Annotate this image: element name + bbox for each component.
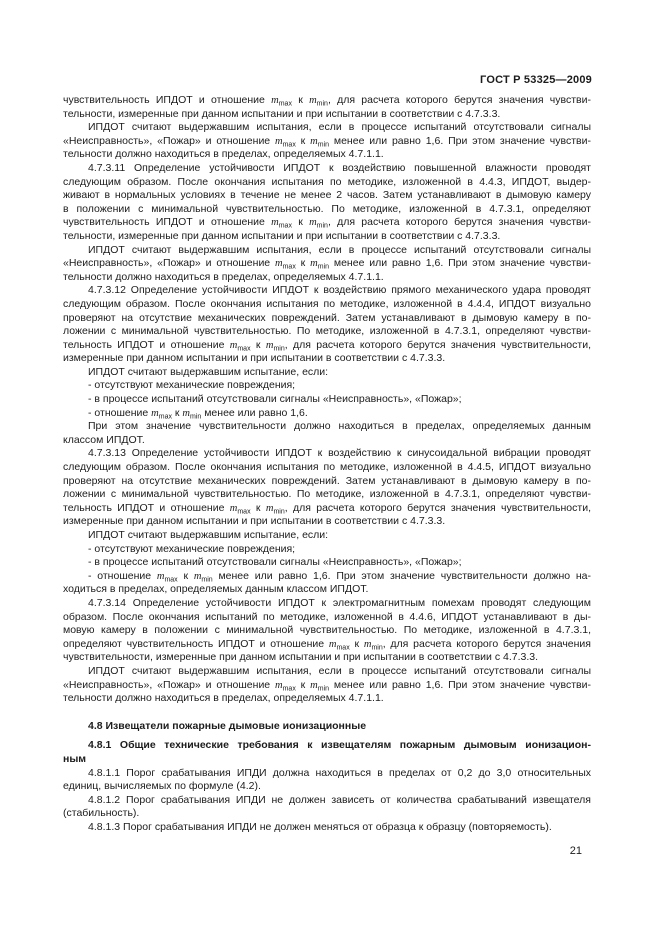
text-line: ИПДОТ считают выдержавшим испытание, если: [88,529,329,541]
paragraph [63,94,591,121]
text-line: чувствительность ИПДОТ и отношение $m_{max}$ к $m_{min}$, для расчета которого берутся значения чувстви- [63,216,591,230]
text-line: 4.8 Извещатели пожарные дымовые ионизационные [88,719,367,732]
text-line: - в процессе испытаний отсутствовали сигналы «Неисправность», «Пожар»; [88,393,462,406]
paragraph [63,366,591,380]
text-line: ИПДОТ считают выдержавшим испытания, если в процессе испытаний отсутствовали сигналы [88,243,591,256]
paragraph [63,393,591,407]
subscript: max [164,576,178,584]
text-line: тельность ИПДОТ и отношение $m_{max}$ к $m_{min}$, для расчета которого берутся значения чувствительности, [63,338,591,353]
text-line: «Неисправность», «Пожар» и отношение $m_{max}$ к $m_{min}$ менее или равно 1,6. При этом значение чувстви- [63,678,591,693]
subscript: min [317,263,330,271]
text-line: 4.7.3.14 Определение устойчивости ИПДОТ к электромагнитным помехам проводят следующим [88,596,591,609]
text-line: тельности должно находиться в пределах, определяемых 4.7.1.1. [63,148,384,161]
text-line: «Неисправность», «Пожар» и отношение $m_{max}$ к $m_{min}$ менее или равно 1,6. При этом значение чувстви- [63,134,591,149]
text-line: (стабильность). [63,807,140,820]
text-line: 4.7.3.13 Определение устойчивости ИПДОТ к воздействию к синусоидальной вибрации проводят [88,447,591,460]
text-line: ложении с минимальной чувствительностью. По методике, изложенной в 4.7.3.1, определяют чувстви- [63,488,591,501]
paragraph [63,529,591,543]
paragraph [63,407,591,421]
subscript: max [282,263,296,271]
text-line: ным [63,752,87,765]
text-line: следующим образом. После окончания испытания по методике, изложенной в 4.4.5, ИПДОТ визуально [63,461,591,474]
subscript: min [371,644,383,652]
text-line: ходиться в пределах, определяемых данным классом ИПДОТ. [63,583,369,596]
text-line: мовую камеру в положении с минимальной чувствительностью. По методике, изложенной в 4.7.3.1, [63,624,591,637]
variable-m: m [229,339,238,351]
variable-m: m [265,339,274,351]
text-line: живают в нормальных условиях в течение не менее 2 часов. Затем устанавливают в дымовую камеру [63,189,591,202]
paragraph [63,767,591,794]
subscript: min [317,685,330,693]
text-line: измеренные при данном испытании и при испытании в соответствии с 4.7.3.3. [63,352,446,365]
text-line: тельности должно находиться в пределах, определяемых 4.7.1.1. [63,692,384,705]
variable-m: m [309,95,317,106]
subscript: min [273,508,285,516]
paragraph [63,543,591,557]
subscript: max [237,345,251,353]
text-line: ИПДОТ считают выдержавшим испытания, если в процессе испытаний отсутствовали сигналы [88,664,591,677]
text-line: чувствительности, измеренные при данном испытании и при испытании в соответствии с 4.7.3.3. [63,651,539,664]
subscript: min [316,100,328,108]
text-line: тельности должно находиться в пределах, определяемых 4.7.1.1. [63,270,384,283]
text-line: - отсутствуют механические повреждения; [88,542,296,555]
text-line: тельности, измеренные при данном испытании и при испытании в соответствии с 4.7.3.3. [63,229,501,242]
variable-m: m [156,570,165,582]
text-line: ИПДОТ считают выдержавшим испытание, если: [88,365,329,378]
variable-m: m [271,217,279,229]
text-line: ложении с минимальной чувствительностью. По методике, изложенной в 4.7.3.1, определяют чувстви- [63,325,591,338]
paragraph [63,570,591,597]
text-line: - отсутствуют механические повреждения; [88,379,296,392]
paragraph [63,556,591,570]
subscript: min [201,576,213,584]
subscript: max [237,508,251,516]
subscript: min [190,413,202,421]
paragraph [63,284,591,366]
text-line: проверяют на отсутствие механических повреждений. Затем устанавливают в дымовую камеру в по- [63,311,591,324]
text-line: 4.8.1 Общие технические требования к извещателям пожарным дымовым ионизацион- [88,739,591,752]
subscript: max [158,413,172,421]
variable-m: m [151,407,159,419]
text-line: - в процессе испытаний отсутствовали сигналы «Неисправность», «Пожар»; [88,556,462,569]
variable-m: m [309,217,317,229]
variable-m: m [328,638,337,650]
variable-m: m [271,95,279,106]
variable-m: m [275,135,283,147]
document-body [63,94,591,834]
variable-m: m [229,502,238,514]
subscript: min [316,222,328,230]
variable-m: m [182,407,191,419]
text-line: тельности, измеренные при данном испытании и при испытании в соответствии с 4.7.3.3. [63,107,501,120]
paragraph [63,447,591,529]
variable-m: m [310,135,318,147]
variable-m: m [265,502,274,514]
section-heading [63,720,591,734]
paragraph [63,794,591,821]
text-line: 4.8.1.1 Порог срабатывания ИПДИ должна находиться в пределах от 0,2 до 3,0 относительных [88,766,591,779]
subscript: min [317,141,330,149]
variable-m: m [275,679,283,691]
section-heading [63,739,591,766]
variable-m: m [193,570,202,582]
text-line: классом ИПДОТ. [63,433,145,446]
document-code-header: ГОСТ Р 53325—2009 [480,74,592,86]
paragraph [63,379,591,393]
text-line: проверяют на отсутствие механических повреждений. Затем устанавливают в дымовую камеру в по- [63,474,591,487]
text-line: образом. После окончания испытаний по методике, изложенной в 4.4.6, ИПДОТ устанавливают в ды- [63,610,591,623]
paragraph [63,121,591,162]
text-line: 4.8.1.3 Порог срабатывания ИПДИ не должен меняться от образца к образцу (повторяемость). [88,820,552,833]
text-line: - отношение $m_{max}$ к $m_{min}$ менее или равно 1,6. [88,406,308,421]
text-line: - отношение $m_{max}$ к $m_{min}$ менее или равно 1,6. При этом значение чувствительности должно на- [88,569,591,584]
paragraph [63,597,591,665]
text-line: «Неисправность», «Пожар» и отношение $m_{max}$ к $m_{min}$ менее или равно 1,6. При этом значение чувстви- [63,257,591,271]
subscript: max [282,685,296,693]
text-line: следующим образом. После окончания испытания по методике, изложенной в 4.4.3, ИПДОТ, выдер- [63,175,591,188]
text-line: единиц, вычисляемых по формуле (4.2). [63,780,261,793]
text-line: 4.8.1.2 Порог срабатывания ИПДИ не должен зависеть от количества срабатываний извещателя [88,793,591,806]
paragraph [63,665,591,706]
subscript: min [273,345,285,353]
text-line: 4.7.3.12 Определение устойчивости ИПДОТ к воздействию прямого механического удара проводят [88,284,591,297]
paragraph [63,162,591,244]
text-line: тельность ИПДОТ и отношение $m_{max}$ к $m_{min}$, для расчета которого берутся значения чувствительности, [63,501,591,516]
paragraph [63,244,591,285]
text-line: ИПДОТ считают выдержавшим испытания, если в процессе испытаний отсутствовали сигналы [88,121,591,134]
text-line: определяют чувствительность ИПДОТ и отношение $m_{max}$ к $m_{min}$, для расчета которого берутся значения [63,637,591,652]
subscript: max [282,141,296,149]
page-number: 21 [569,845,582,857]
text-line: измеренные при данном испытании и при испытании в соответствии с 4.7.3.3. [63,515,446,528]
paragraph [63,420,591,447]
text-line: При этом значение чувствительности должно находиться в пределах, определяемых данным [88,420,591,433]
text-line: чувствительность ИПДОТ и отношение $m_{max}$ к $m_{min}$, для расчета которого берутся значения чувстви- [63,94,591,108]
subscript: max [278,222,292,230]
paragraph [63,821,591,835]
variable-m: m [363,638,372,650]
variable-m: m [275,258,283,270]
text-line: в положении с минимальной чувствительностью. По методике, изложенной в 4.7.3.1, определяют [63,202,591,215]
text-line: 4.7.3.11 Определение устойчивости ИПДОТ к воздействию повышенной влажности проводят [88,161,591,174]
text-line: следующим образом. После окончания испытания по методике, изложенной в 4.4.4, ИПДОТ визуально [63,297,591,310]
subscript: max [336,644,350,652]
variable-m: m [310,679,318,691]
subscript: max [278,100,292,108]
variable-m: m [310,258,318,270]
